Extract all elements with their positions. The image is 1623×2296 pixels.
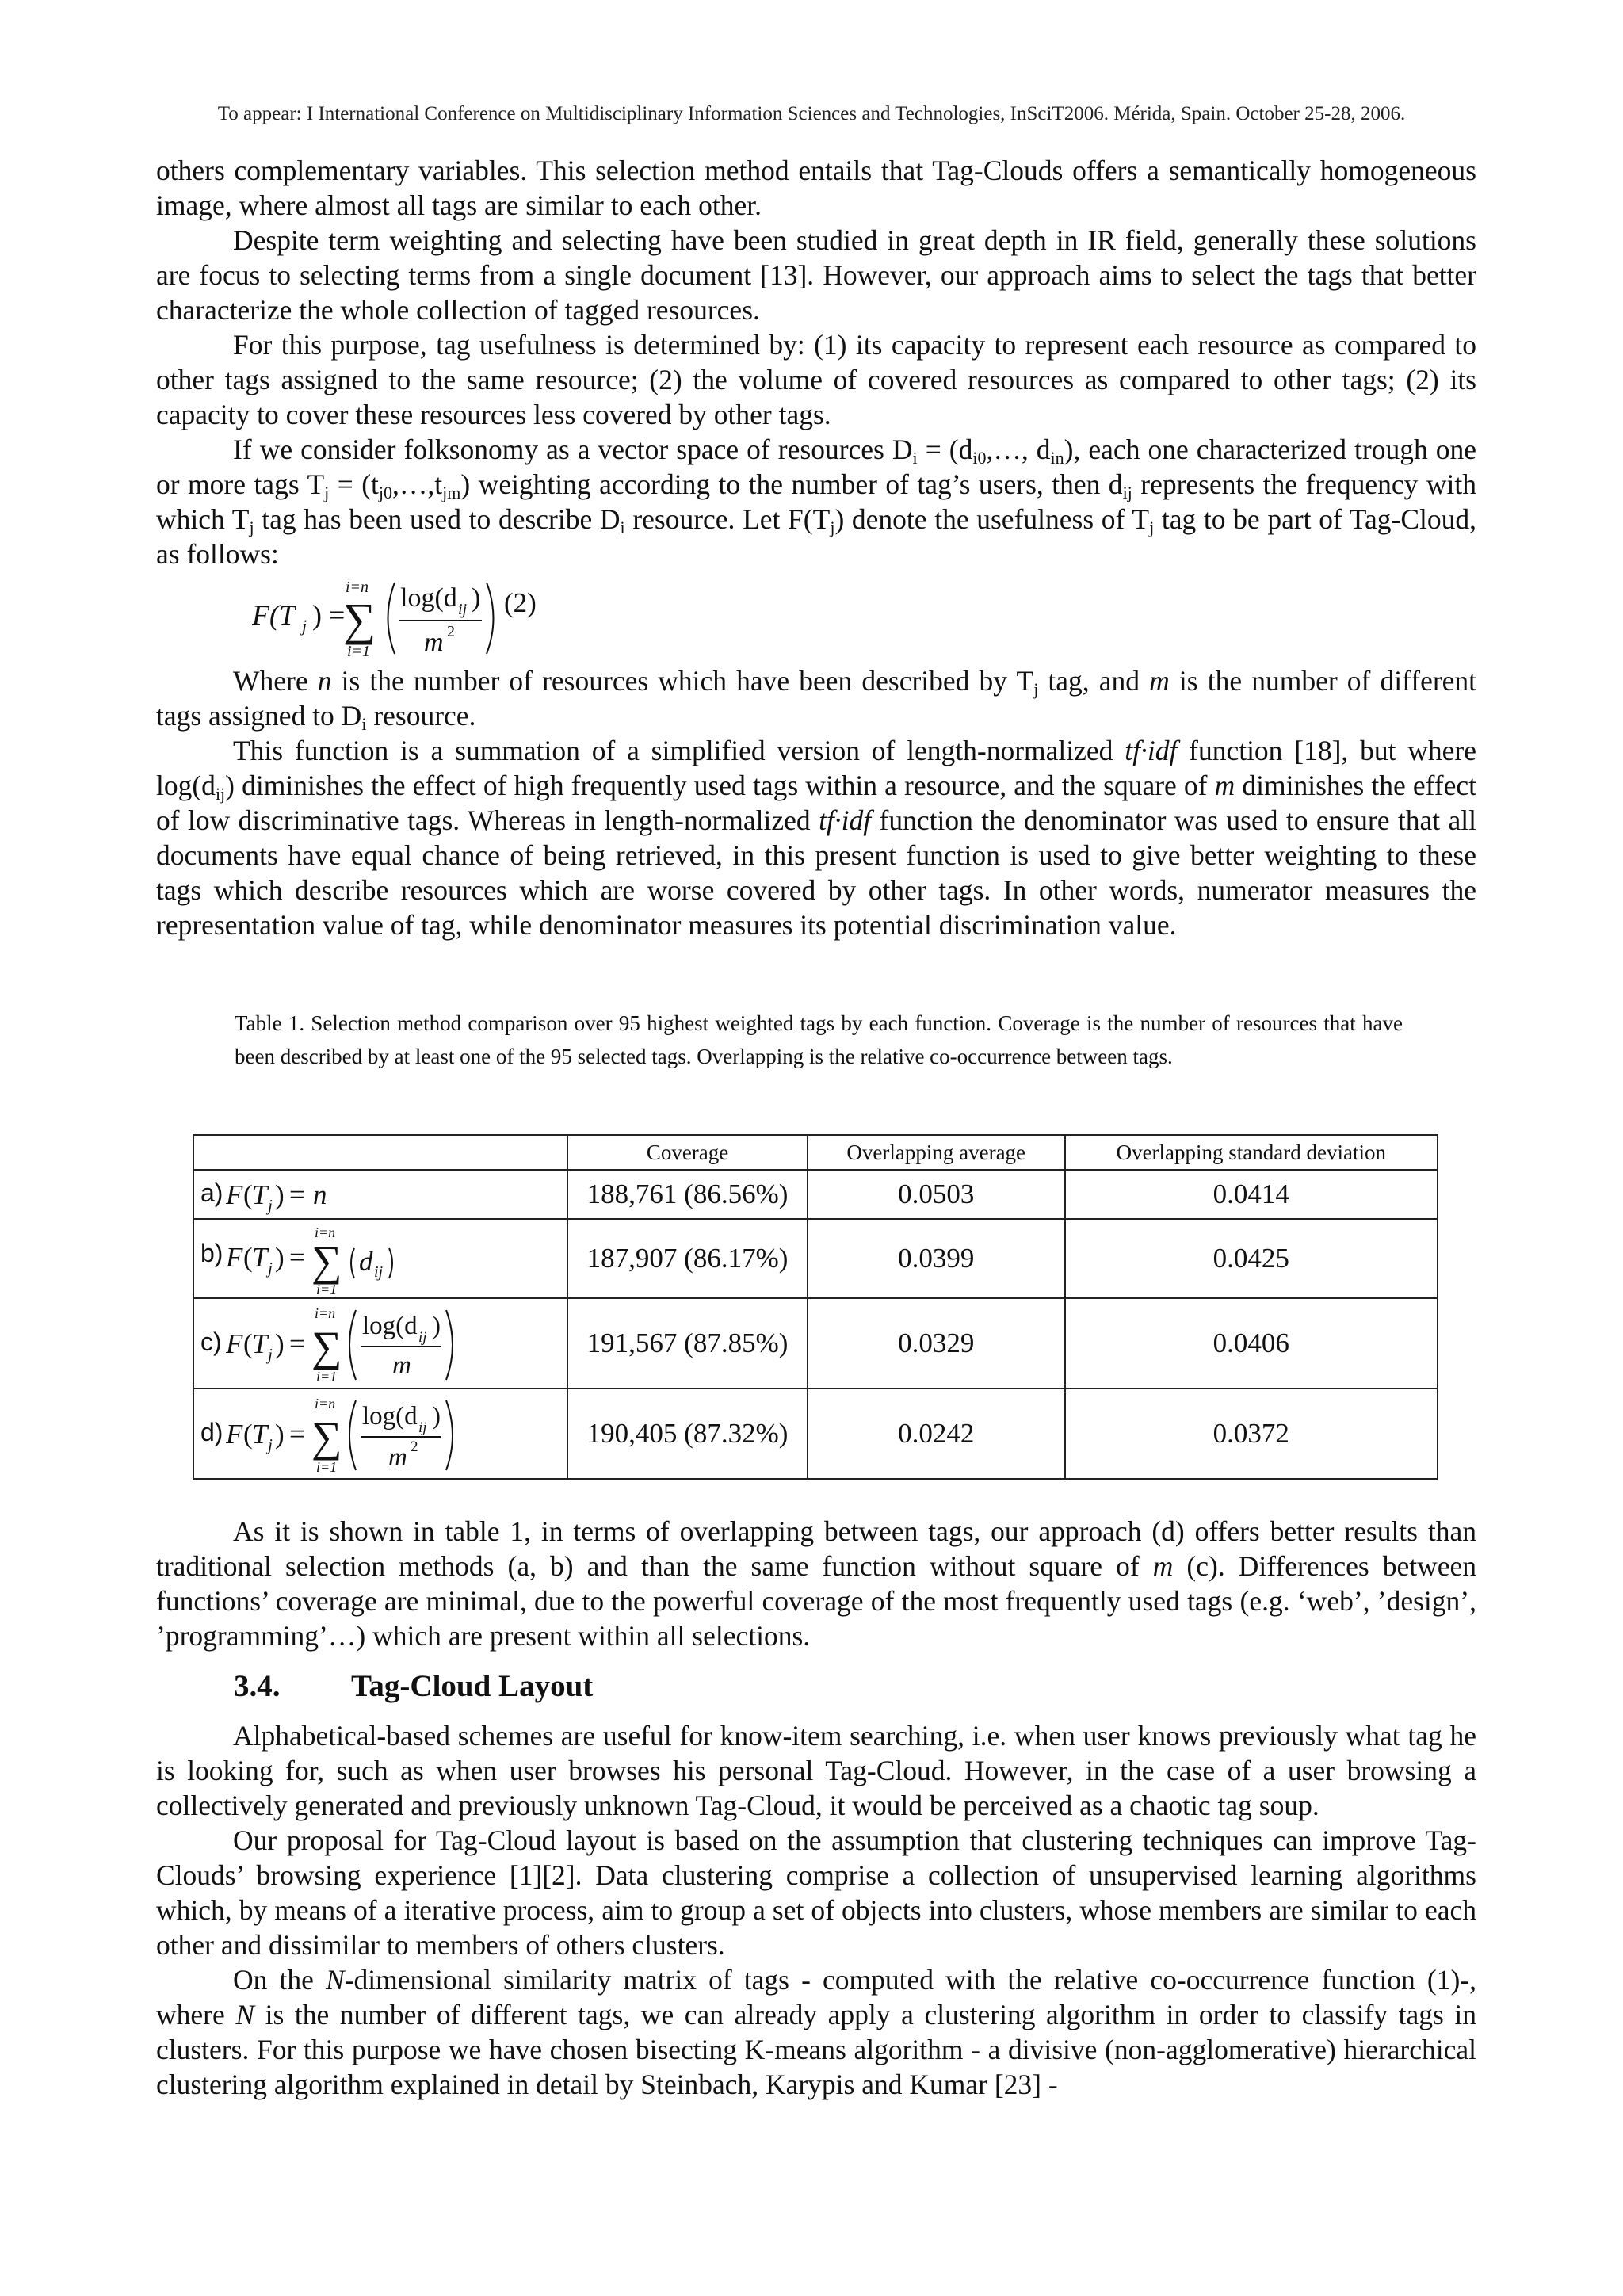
svg-text:=: = [289, 1419, 305, 1450]
std-a: 0.0414 [1065, 1170, 1438, 1219]
svg-text:2: 2 [447, 623, 455, 640]
std-b: 0.0425 [1065, 1219, 1438, 1298]
svg-text:ij: ij [418, 1419, 427, 1436]
body-text-middle [156, 663, 1476, 942]
svg-text:(: ( [243, 1179, 253, 1210]
header-empty [193, 1135, 567, 1170]
table-row [193, 1219, 1438, 1298]
table-caption: Table 1. Selection method comparison over 95 highest weighted tags by each function. Coverage is the number of resources that have been described by at least one of the 95 selected tags. Overlapping is the relative co-occurrence between tags. [235, 1011, 1403, 1068]
equation-2 [252, 573, 521, 664]
svg-text:∑: ∑ [311, 1323, 342, 1370]
svg-text:log(d: log(d [362, 1312, 418, 1340]
svg-text:(: ( [243, 1242, 253, 1273]
body-text-bottom [156, 1718, 1476, 2102]
svg-text:): ) [432, 1312, 441, 1340]
header-coverage: Coverage [567, 1135, 808, 1170]
svg-text:∑: ∑ [311, 1413, 342, 1461]
section-heading: 3.4. Tag-Cloud Layout [234, 1669, 594, 1703]
svg-text:): ) [472, 583, 481, 613]
formula-d-cell: d) F ( T j ) = i=n ∑ i=1 log(d ij ) m 2 [193, 1389, 567, 1479]
table-row [193, 1170, 1438, 1219]
svg-text:m: m [392, 1351, 411, 1380]
svg-text:j: j [268, 1259, 273, 1278]
svg-text:j: j [268, 1345, 273, 1364]
paragraph-where: Where n is the number of resources which have been described by $T_j$ tag, and m is the number of different tags assigned to $D_i$ resource. [156, 665, 1477, 734]
formula-b-cell: b) F ( T j ) = i=n ∑ i=1 d ij [193, 1219, 567, 1298]
svg-text:T: T [252, 1328, 268, 1359]
header-overlap-std: Overlapping standard deviation [1065, 1135, 1438, 1170]
svg-text:): ) [275, 1419, 285, 1450]
svg-text:i=n: i=n [315, 1396, 336, 1412]
table-row [193, 1389, 1438, 1479]
svg-text:): ) [432, 1402, 441, 1431]
coverage-b: 187,907 (86.17%) [567, 1219, 808, 1298]
svg-text:∑: ∑ [343, 594, 376, 645]
svg-text:): ) [275, 1328, 285, 1359]
formula-c-cell: c) F ( T j ) = i=n ∑ i=1 log(d ij ) m [193, 1298, 567, 1389]
avg-d: 0.0242 [808, 1389, 1065, 1479]
coverage-c: 191,567 (87.85%) [567, 1298, 808, 1389]
svg-text:i=1: i=1 [316, 1369, 338, 1385]
svg-text:j: j [268, 1435, 273, 1454]
paragraph-similarity-matrix: On the N-dimensional similarity matrix of tags - computed with the relative co-occurrence function (1)-, where N is the number of different tags, we can already apply a clustering algorithm in order to classify tags in clusters. For this purpose we have chosen bisecting K-means algorithm - a divisive (non-agglomerative) hierarchical clustering algorithm explained in detail by Steinbach, Karypis and Kumar [23] - [156, 1964, 1476, 2100]
svg-text:): ) [275, 1179, 285, 1210]
running-header: To appear: I International Conference on Multidisciplinary Information Sciences and Technologies, InSciT2006. Mérida, Spain. October 25-28, 2006. [217, 103, 1406, 124]
body-text-discussion [156, 1514, 1476, 1653]
svg-text:i=n: i=n [315, 1224, 336, 1240]
paragraph-table-discussion: As it is shown in table 1, in terms of overlapping between tags, our approach (d) offers better results than traditional selection methods (a, b) and than the same function without square of m (c). Differences between functions’ coverage are minimal, due to the powerful coverage of the most frequently used tags (e.g. ‘web’, ’design’, ’programming’…) which are present within all selections. [156, 1515, 1476, 1652]
svg-text:∑: ∑ [311, 1237, 342, 1285]
std-d: 0.0372 [1065, 1389, 1438, 1479]
svg-text:T: T [252, 1242, 268, 1273]
svg-text:i=1: i=1 [316, 1459, 338, 1475]
paragraph-term-weighting: Despite term weighting and selecting have been studied in great depth in IR field, generally these solutions are focus to selecting terms from a single document [13]. However, our approach aims to select the tags that better characterize the whole collection of tagged resources. [156, 224, 1476, 326]
svg-text:ij: ij [458, 601, 468, 618]
svg-text:=: = [289, 1328, 305, 1359]
paragraph-alphabetical: Alphabetical-based schemes are useful for know-item searching, i.e. when user knows previously what tag he is looking for, such as when user browses his personal Tag-Cloud. However, in the case of a user browsing a collectively generated and previously unknown Tag-Cloud, it would be perceived as a chaotic tag soup. [156, 1720, 1476, 1821]
avg-c: 0.0329 [808, 1298, 1065, 1389]
body-text-top [156, 153, 1476, 571]
formula-c [226, 1304, 464, 1386]
svg-text:j: j [302, 616, 307, 636]
svg-text:T: T [252, 1179, 268, 1210]
svg-text:) =: ) = [312, 599, 346, 631]
paragraph-clustering: Our proposal for Tag-Cloud layout is based on the assumption that clustering techniques can improve Tag-Clouds’ browsing experience [1][2]. Data clustering comprise a collection of unsupervised learning algorithms which, by means of a iterative process, aim to group a set of objects into clusters, whose members are similar to each other and dissimilar to members of others clusters. [156, 1824, 1476, 1961]
svg-text:ij: ij [374, 1263, 384, 1281]
paragraph-tfidf: This function is a summation of a simplified version of length-normalized tf·idf function [18], but where $\log(d_{ij})$ diminishes the effect of high frequently used tags within a resource, and the square of m diminishes the effect of low discriminative tags. Whereas in length-normalized tf·idf function the denominator was used to ensure that all documents have equal chance of being retrieved, in this present function is used to give better weighting to these tags which describe resources which are worse covered by other tags. In other words, numerator measures the representation value of tag, while denominator measures its potential discrimination value. [156, 735, 1476, 941]
svg-text:=: = [289, 1242, 305, 1273]
svg-text:=: = [289, 1179, 305, 1210]
formula-a [226, 1174, 400, 1217]
table-header-row [193, 1135, 1438, 1170]
svg-text:d: d [359, 1246, 373, 1277]
svg-text:m: m [424, 628, 444, 657]
svg-text:): ) [275, 1242, 285, 1273]
svg-text:F(T: F(T [252, 599, 295, 631]
equation-number: (2) [504, 587, 537, 618]
svg-text:j: j [268, 1196, 273, 1215]
svg-text:F: F [226, 1242, 243, 1273]
svg-text:m: m [388, 1443, 407, 1472]
svg-text:F: F [226, 1328, 243, 1359]
formula-a-cell: a) F ( T j ) = n [193, 1170, 567, 1219]
comparison-table [193, 1134, 1438, 1480]
svg-text:i=n: i=n [346, 579, 369, 596]
paragraph-continuation: others complementary variables. This selection method entails that Tag-Clouds offers a semantically homogeneous image, where almost all tags are similar to each other. [156, 155, 1476, 221]
formula-b [226, 1221, 432, 1297]
header-overlap-avg: Overlapping average [808, 1135, 1065, 1170]
paragraph-tag-usefulness: For this purpose, tag usefulness is determined by: (1) its capacity to represent each resource as compared to other tags assigned to the same resource; (2) the volume of covered resources as compared to other tags; (2) its capacity to cover these resources less covered by other tags. [156, 329, 1476, 430]
svg-text:2: 2 [411, 1438, 418, 1455]
svg-text:F: F [226, 1419, 243, 1450]
avg-b: 0.0399 [808, 1219, 1065, 1298]
table-row [193, 1298, 1438, 1389]
coverage-a: 188,761 (86.56%) [567, 1170, 808, 1219]
svg-text:n: n [313, 1179, 327, 1210]
svg-text:log(d: log(d [362, 1402, 418, 1431]
svg-text:i=n: i=n [315, 1305, 336, 1321]
svg-text:F: F [226, 1179, 243, 1210]
std-c: 0.0406 [1065, 1298, 1438, 1389]
svg-text:T: T [252, 1419, 268, 1450]
avg-a: 0.0503 [808, 1170, 1065, 1219]
svg-text:i=1: i=1 [347, 643, 371, 660]
svg-text:ij: ij [418, 1329, 427, 1346]
svg-text:log(d: log(d [400, 583, 457, 613]
svg-text:i=1: i=1 [316, 1282, 338, 1297]
paragraph-vector-space: If we consider folksonomy as a vector space of resources $D_i$ = ($d_{i0},\dots$, $d_{in}$), each one characterized trough one or more tags $T_j$ = $(t_{j0},\dots,t_{jm})$ weighting according to the number of tag’s users, then $d_{ij}$ represents the frequency with which $T_j$ tag has been used to describe $D_i$ resource. Let $F(T_j)$ denote the usefulness of $T_j$ tag to be part of Tag-Cloud, as follows: [156, 434, 1477, 570]
formula-d [226, 1394, 464, 1477]
svg-text:(: ( [243, 1328, 253, 1359]
coverage-d: 190,405 (87.32%) [567, 1389, 808, 1479]
svg-text:(: ( [243, 1419, 253, 1450]
